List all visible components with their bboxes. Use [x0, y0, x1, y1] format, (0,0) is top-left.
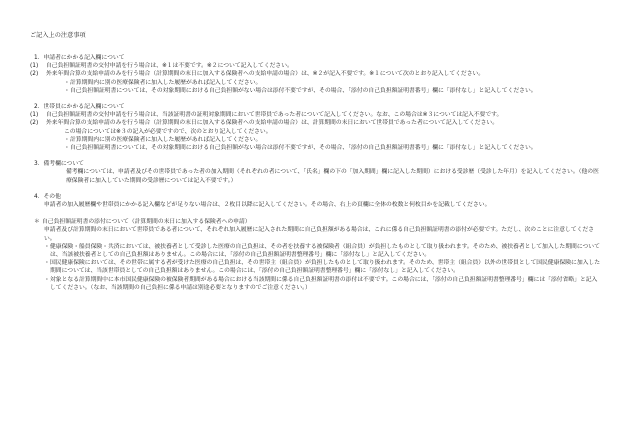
section-household — [30, 103, 600, 152]
bullet-item — [44, 276, 600, 292]
section-heading: 4．その他 — [34, 193, 61, 200]
bullet-item — [64, 79, 600, 87]
item-text: 外来年間合算の支給申請のみを行う場合（計算期間の末日に加入する保険者への支給申請の場合）は、※２が記入不要です。※１について次のとおり記入してください。 — [46, 71, 485, 78]
item-number: (1) — [30, 112, 39, 119]
item-number: (2) — [30, 120, 39, 127]
item-text: 自己負担額証明書の交付申請を行う場合は、※１は不要です。※２について記入してください。 — [46, 63, 293, 70]
bullet-dot-icon: ・ — [64, 136, 70, 143]
section-note: この場合については※３の記入が必要ですので、次のとおり記入してください。 — [64, 128, 272, 135]
bullet-text: 対象となる計算期間中に本市国民健康保険の被保険者期間がある場合における当該期間に係る自己負担額証明書の添付は不要です。この場合には、「添付の自己負担額証明書整理番号」欄には「添付省略」と記入してください。（なお、当該期間の自己負担に係る申請は別途必要となりますのでご注意ください。） — [50, 276, 598, 291]
section-heading: 1．申請者にかかる記入欄について — [34, 55, 125, 61]
item-number: (1) — [30, 63, 39, 70]
section-heading: 自己負担額証明書の添付について（計算期間の末日に加入する保険者への申請） — [42, 219, 251, 226]
section-certificate-attachment — [30, 218, 600, 292]
section-heading: 3．備考欄について — [34, 161, 84, 168]
bullet-item — [64, 136, 600, 144]
bullet-item — [44, 243, 600, 259]
section-heading: 2．世帯員にかかる記入欄について — [34, 104, 125, 111]
bullet-dot-icon: ・ — [64, 79, 70, 86]
bullet-text: 自己負担額証明書については、その対象期間における自己負担額がない場合は添付不要ですが、その場合、「添付の自己負担額証明書番号」欄に「添付なし」と記入してください。 — [70, 87, 537, 94]
notes-document — [30, 38, 600, 292]
bullet-dot-icon: ・ — [64, 87, 70, 94]
section-remarks — [30, 160, 600, 185]
bullet-item — [64, 87, 600, 95]
bullet-dot-icon: ・ — [44, 276, 50, 283]
bullet-text: 自己負担額証明書については、その対象期間における自己負担額がない場合は添付不要ですが、その場合、「添付の自己負担額証明書番号」欄に「添付なし」と記入してください。 — [70, 145, 537, 152]
numbered-item — [30, 62, 600, 70]
item-text: 外来年間合算の支給申請のみを行う場合（計算期間の末日に加入する保険者への支給申請の場合）は、計算期間の末日において世帯員であった者について記入してください。 — [46, 120, 498, 127]
bullet-text: 健康保険・船員保険・共済においては、被扶養者として受診した医療の自己負担は、その者を扶養する被保険者（組合員）が負担したものとして取り扱われます。そのため、被扶養者として加入した期間については、当該被扶養者としての自己負担額はありません。この場合には、「添付の自己負担額証明書整理番号」欄に「添付なし」と記入してください。 — [50, 243, 600, 259]
section-applicant — [30, 54, 600, 95]
section-text: 備考欄については、申請者及びその世帯員であった者の加入期間（それぞれの者について、「氏名」欄の下の「加入期間」欄に記入した期間）における受診歴（受診した年月）を記入してください。（他の医療保険者に加入していた期間の受診歴については記入不要です。） — [66, 169, 599, 184]
numbered-item — [30, 111, 600, 119]
bullet-text: 計算期間内に別の医療保険者に加入した履歴があれば記入してください。 — [70, 136, 262, 143]
item-text: 自己負担額証明書の交付申請を行う場合は、当該証明書の証明対象期間において世帯員であった者について記入してください。なお、この場合は※３については記入不要です。 — [46, 112, 503, 119]
section-text: 申請者及び計算期間の末日において世帯員である者について、それぞれ加入履歴に記入された期間に自己負担額がある場合は、これに係る自己負担額証明書の添付が必要です。ただし、次のことに注意してください。 — [44, 227, 595, 242]
document-title: ご記入上の注意事項 — [30, 32, 86, 39]
item-number: (2) — [30, 71, 39, 78]
bullet-text: 国民健康保険においては、その世帯に属する者が受けた医療の自己負担は、その世帯主（組合員）が負担したものとして取り扱われます。そのため、世帯主（組合員）以外の世帯員として国民健康保険に加入した期間については、当該世帯員としての自己負担額はありません。この場合には、「添付の自己負担額証明書整理番号」欄に「添付なし」と記入してください。 — [50, 260, 601, 275]
asterisk-icon: ＊ — [34, 219, 40, 226]
bullet-item — [44, 259, 600, 275]
numbered-item — [30, 119, 600, 127]
numbered-item — [30, 70, 600, 78]
bullet-dot-icon: ・ — [64, 145, 70, 152]
section-heading-row — [34, 218, 600, 226]
bullet-dot-icon: ・ — [44, 260, 50, 267]
section-other — [30, 193, 600, 209]
bullet-dot-icon: ・ — [44, 243, 50, 250]
section-text: 申請者の加入履歴欄や世帯員にかかる記入欄などが足りない場合は、２枚目以降に記入してください。その場合、右上の頁欄に全体の枚数と何枚目かを記載してください。 — [44, 202, 491, 209]
bullet-item — [64, 144, 600, 152]
bullet-text: 計算期間内に別の医療保険者に加入した履歴があれば記入してください。 — [70, 79, 262, 86]
